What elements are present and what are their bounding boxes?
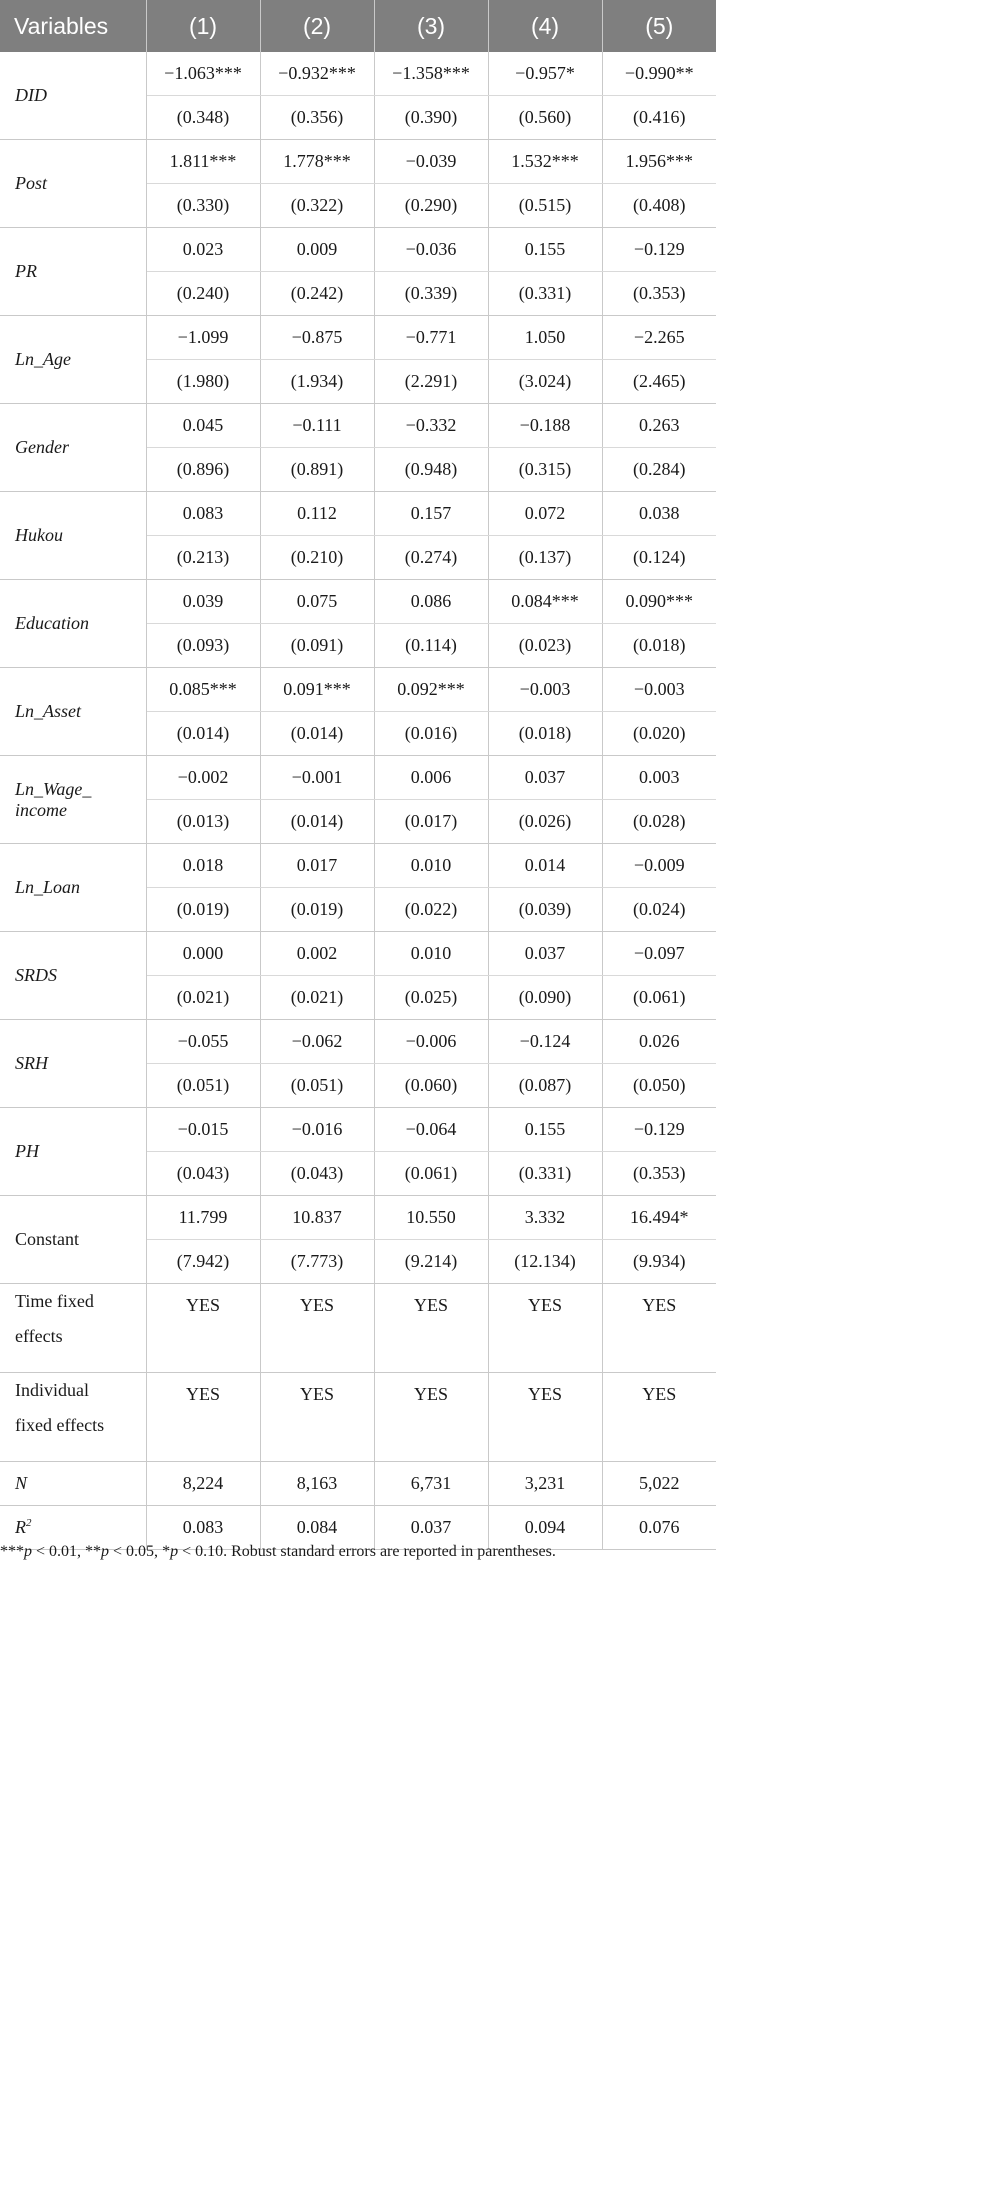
coefficient-cell: 0.075 <box>260 580 374 624</box>
coefficient-cell: −0.129 <box>602 1108 716 1152</box>
std-error-cell: (0.018) <box>488 712 602 756</box>
std-error-cell: (0.515) <box>488 184 602 228</box>
coefficient-cell: −0.990** <box>602 52 716 96</box>
fixed-effects-value: YES <box>260 1284 374 1373</box>
coefficient-cell: 3.332 <box>488 1196 602 1240</box>
std-error-cell: (0.028) <box>602 800 716 844</box>
coefficient-cell: −0.006 <box>374 1020 488 1064</box>
fixed-effects-row <box>0 1284 716 1373</box>
coefficient-cell: 0.072 <box>488 492 602 536</box>
variable-label: Post <box>0 140 146 228</box>
fixed-effects-value: YES <box>146 1373 260 1462</box>
stat-value: 0.083 <box>146 1506 260 1550</box>
coefficient-cell: −0.015 <box>146 1108 260 1152</box>
coef-row <box>0 228 716 272</box>
coefficient-cell: 0.263 <box>602 404 716 448</box>
std-error-cell: (2.465) <box>602 360 716 404</box>
coefficient-cell: −0.124 <box>488 1020 602 1064</box>
coefficient-cell: 0.083 <box>146 492 260 536</box>
coefficient-cell: 10.550 <box>374 1196 488 1240</box>
header-model-5: (5) <box>602 0 716 52</box>
std-error-cell: (0.091) <box>260 624 374 668</box>
coefficient-cell: 0.085*** <box>146 668 260 712</box>
fixed-effects-value: YES <box>602 1373 716 1462</box>
std-error-cell: (0.014) <box>260 712 374 756</box>
std-error-cell: (12.134) <box>488 1240 602 1284</box>
header-model-2: (2) <box>260 0 374 52</box>
stat-label-base: R <box>15 1517 26 1537</box>
coefficient-cell: 0.086 <box>374 580 488 624</box>
coefficient-cell: 1.956*** <box>602 140 716 184</box>
std-error-cell: (0.213) <box>146 536 260 580</box>
std-error-cell: (0.043) <box>260 1152 374 1196</box>
fixed-effects-row <box>0 1373 716 1462</box>
std-error-cell: (0.014) <box>146 712 260 756</box>
coefficient-cell: 0.045 <box>146 404 260 448</box>
std-error-cell: (0.330) <box>146 184 260 228</box>
coefficient-cell: −0.875 <box>260 316 374 360</box>
stat-label: N <box>0 1462 146 1506</box>
std-error-cell: (9.934) <box>602 1240 716 1284</box>
std-error-cell: (0.060) <box>374 1064 488 1108</box>
std-error-cell: (0.124) <box>602 536 716 580</box>
std-error-cell: (0.114) <box>374 624 488 668</box>
coefficient-cell: −0.097 <box>602 932 716 976</box>
variable-label: SRDS <box>0 932 146 1020</box>
std-error-cell: (0.322) <box>260 184 374 228</box>
std-error-cell: (0.210) <box>260 536 374 580</box>
variable-label <box>0 756 146 844</box>
variable-label: Gender <box>0 404 146 492</box>
std-error-cell: (0.896) <box>146 448 260 492</box>
header-row <box>0 0 716 52</box>
std-error-cell: (0.018) <box>602 624 716 668</box>
coefficient-cell: 0.112 <box>260 492 374 536</box>
coefficient-cell: 0.018 <box>146 844 260 888</box>
std-error-cell: (9.214) <box>374 1240 488 1284</box>
std-error-cell: (0.891) <box>260 448 374 492</box>
stat-value: 5,022 <box>602 1462 716 1506</box>
std-error-cell: (0.353) <box>602 272 716 316</box>
std-error-cell: (0.061) <box>374 1152 488 1196</box>
std-error-cell: (0.026) <box>488 800 602 844</box>
fixed-effects-value: YES <box>374 1284 488 1373</box>
coefficient-cell: −0.111 <box>260 404 374 448</box>
stat-label-sup: 2 <box>26 1517 32 1529</box>
std-error-cell: (0.331) <box>488 1152 602 1196</box>
coefficient-cell: 0.037 <box>488 756 602 800</box>
fixed-effects-value: YES <box>602 1284 716 1373</box>
variable-label: DID <box>0 52 146 140</box>
std-error-cell: (0.356) <box>260 96 374 140</box>
coefficient-cell: 16.494* <box>602 1196 716 1240</box>
variable-label: Hukou <box>0 492 146 580</box>
stat-value: 8,224 <box>146 1462 260 1506</box>
variable-label: Ln_Age <box>0 316 146 404</box>
fixed-effects-label-line: fixed effects <box>15 1415 105 1435</box>
coefficient-cell: 0.003 <box>602 756 716 800</box>
std-error-cell: (0.090) <box>488 976 602 1020</box>
std-error-cell: (0.331) <box>488 272 602 316</box>
stat-value: 8,163 <box>260 1462 374 1506</box>
std-error-cell: (0.016) <box>374 712 488 756</box>
coef-row <box>0 668 716 712</box>
coefficient-cell: 0.155 <box>488 228 602 272</box>
variable-label: Ln_Loan <box>0 844 146 932</box>
coefficient-cell: 0.157 <box>374 492 488 536</box>
coefficient-cell: −2.265 <box>602 316 716 360</box>
coefficient-cell: 0.014 <box>488 844 602 888</box>
coefficient-cell: 0.009 <box>260 228 374 272</box>
header-model-1: (1) <box>146 0 260 52</box>
std-error-cell: (0.019) <box>146 888 260 932</box>
std-error-cell: (0.137) <box>488 536 602 580</box>
std-error-cell: (0.290) <box>374 184 488 228</box>
std-error-cell: (0.274) <box>374 536 488 580</box>
stat-value: 0.076 <box>602 1506 716 1550</box>
std-error-cell: (0.014) <box>260 800 374 844</box>
std-error-cell: (0.021) <box>260 976 374 1020</box>
variable-label: Constant <box>0 1196 146 1284</box>
coefficient-cell: 0.010 <box>374 932 488 976</box>
std-error-cell: (0.050) <box>602 1064 716 1108</box>
std-error-cell: (0.353) <box>602 1152 716 1196</box>
std-error-cell: (0.948) <box>374 448 488 492</box>
coefficient-cell: 10.837 <box>260 1196 374 1240</box>
coefficient-cell: 11.799 <box>146 1196 260 1240</box>
stat-value: 6,731 <box>374 1462 488 1506</box>
coefficient-cell: −0.062 <box>260 1020 374 1064</box>
std-error-cell: (0.240) <box>146 272 260 316</box>
coef-row <box>0 756 716 800</box>
coefficient-cell: −0.036 <box>374 228 488 272</box>
std-error-cell: (0.023) <box>488 624 602 668</box>
std-error-cell: (0.339) <box>374 272 488 316</box>
coef-row <box>0 52 716 96</box>
coefficient-cell: −0.001 <box>260 756 374 800</box>
std-error-cell: (0.024) <box>602 888 716 932</box>
std-error-cell: (1.934) <box>260 360 374 404</box>
coefficient-cell: 0.017 <box>260 844 374 888</box>
coef-row <box>0 1020 716 1064</box>
std-error-cell: (0.025) <box>374 976 488 1020</box>
std-error-cell: (0.039) <box>488 888 602 932</box>
coef-row <box>0 1196 716 1240</box>
coefficient-cell: −0.064 <box>374 1108 488 1152</box>
coefficient-cell: 0.039 <box>146 580 260 624</box>
coefficient-cell: 0.091*** <box>260 668 374 712</box>
coefficient-cell: −0.016 <box>260 1108 374 1152</box>
coefficient-cell: 0.026 <box>602 1020 716 1064</box>
std-error-cell: (0.284) <box>602 448 716 492</box>
coefficient-cell: −0.932*** <box>260 52 374 96</box>
coefficient-cell: 0.155 <box>488 1108 602 1152</box>
fixed-effects-value: YES <box>146 1284 260 1373</box>
coefficient-cell: −1.358*** <box>374 52 488 96</box>
std-error-cell: (0.390) <box>374 96 488 140</box>
std-error-cell: (0.560) <box>488 96 602 140</box>
std-error-cell: (0.020) <box>602 712 716 756</box>
coefficient-cell: −0.129 <box>602 228 716 272</box>
std-error-cell: (0.043) <box>146 1152 260 1196</box>
coefficient-cell: 1.778*** <box>260 140 374 184</box>
coefficient-cell: −1.063*** <box>146 52 260 96</box>
std-error-cell: (2.291) <box>374 360 488 404</box>
coefficient-cell: 0.092*** <box>374 668 488 712</box>
coef-row <box>0 492 716 536</box>
std-error-cell: (0.348) <box>146 96 260 140</box>
stat-value: 3,231 <box>488 1462 602 1506</box>
fixed-effects-label-line: Individual <box>15 1380 89 1400</box>
stat-value: 0.037 <box>374 1506 488 1550</box>
header-variables: Variables <box>0 0 146 52</box>
fixed-effects-label <box>0 1373 146 1462</box>
coefficient-cell: 0.006 <box>374 756 488 800</box>
header-model-3: (3) <box>374 0 488 52</box>
coefficient-cell: 0.038 <box>602 492 716 536</box>
stat-value: 0.094 <box>488 1506 602 1550</box>
fixed-effects-label-line: effects <box>15 1326 63 1346</box>
coef-row <box>0 404 716 448</box>
coefficient-cell: −0.771 <box>374 316 488 360</box>
coefficient-cell: −0.332 <box>374 404 488 448</box>
coef-row <box>0 1108 716 1152</box>
std-error-cell: (0.416) <box>602 96 716 140</box>
coefficient-cell: 0.000 <box>146 932 260 976</box>
stat-row <box>0 1462 716 1506</box>
coefficient-cell: −0.002 <box>146 756 260 800</box>
variable-label: PR <box>0 228 146 316</box>
header-model-4: (4) <box>488 0 602 52</box>
std-error-cell: (0.022) <box>374 888 488 932</box>
variable-label: PH <box>0 1108 146 1196</box>
std-error-cell: (0.087) <box>488 1064 602 1108</box>
std-error-cell: (0.021) <box>146 976 260 1020</box>
coefficient-cell: 1.050 <box>488 316 602 360</box>
coefficient-cell: 1.532*** <box>488 140 602 184</box>
std-error-cell: (1.980) <box>146 360 260 404</box>
coefficient-cell: −0.003 <box>488 668 602 712</box>
coefficient-cell: 0.023 <box>146 228 260 272</box>
variable-label-line: Ln_Wage_ <box>15 778 92 799</box>
std-error-cell: (0.019) <box>260 888 374 932</box>
std-error-cell: (7.773) <box>260 1240 374 1284</box>
std-error-cell: (0.242) <box>260 272 374 316</box>
variable-label: Education <box>0 580 146 668</box>
std-error-cell: (0.061) <box>602 976 716 1020</box>
stat-value: 0.084 <box>260 1506 374 1550</box>
std-error-cell: (7.942) <box>146 1240 260 1284</box>
coefficient-cell: 0.090*** <box>602 580 716 624</box>
variable-label: SRH <box>0 1020 146 1108</box>
coefficient-cell: 0.010 <box>374 844 488 888</box>
coef-row <box>0 580 716 624</box>
std-error-cell: (0.013) <box>146 800 260 844</box>
coefficient-cell: −0.009 <box>602 844 716 888</box>
std-error-cell: (0.315) <box>488 448 602 492</box>
coefficient-cell: 0.037 <box>488 932 602 976</box>
coefficient-cell: 0.002 <box>260 932 374 976</box>
std-error-cell: (0.017) <box>374 800 488 844</box>
coef-row <box>0 316 716 360</box>
variable-label-line: income <box>15 799 67 820</box>
table-footnote: ***p < 0.01, **p < 0.05, *p < 0.10. Robust standard errors are reported in parentheses. <box>0 1543 556 1560</box>
std-error-cell: (0.093) <box>146 624 260 668</box>
fixed-effects-value: YES <box>374 1373 488 1462</box>
coef-row <box>0 844 716 888</box>
fixed-effects-value: YES <box>488 1284 602 1373</box>
coef-row <box>0 932 716 976</box>
fixed-effects-value: YES <box>488 1373 602 1462</box>
coefficient-cell: 1.811*** <box>146 140 260 184</box>
coefficient-cell: −0.957* <box>488 52 602 96</box>
std-error-cell: (0.408) <box>602 184 716 228</box>
coefficient-cell: −0.188 <box>488 404 602 448</box>
coefficient-cell: −1.099 <box>146 316 260 360</box>
fixed-effects-label <box>0 1284 146 1373</box>
coefficient-cell: 0.084*** <box>488 580 602 624</box>
fixed-effects-value: YES <box>260 1373 374 1462</box>
coefficient-cell: −0.039 <box>374 140 488 184</box>
coefficient-cell: −0.003 <box>602 668 716 712</box>
std-error-cell: (0.051) <box>146 1064 260 1108</box>
fixed-effects-label-line: Time fixed <box>15 1291 94 1311</box>
std-error-cell: (3.024) <box>488 360 602 404</box>
coefficient-cell: −0.055 <box>146 1020 260 1064</box>
variable-label: Ln_Asset <box>0 668 146 756</box>
std-error-cell: (0.051) <box>260 1064 374 1108</box>
coef-row <box>0 140 716 184</box>
